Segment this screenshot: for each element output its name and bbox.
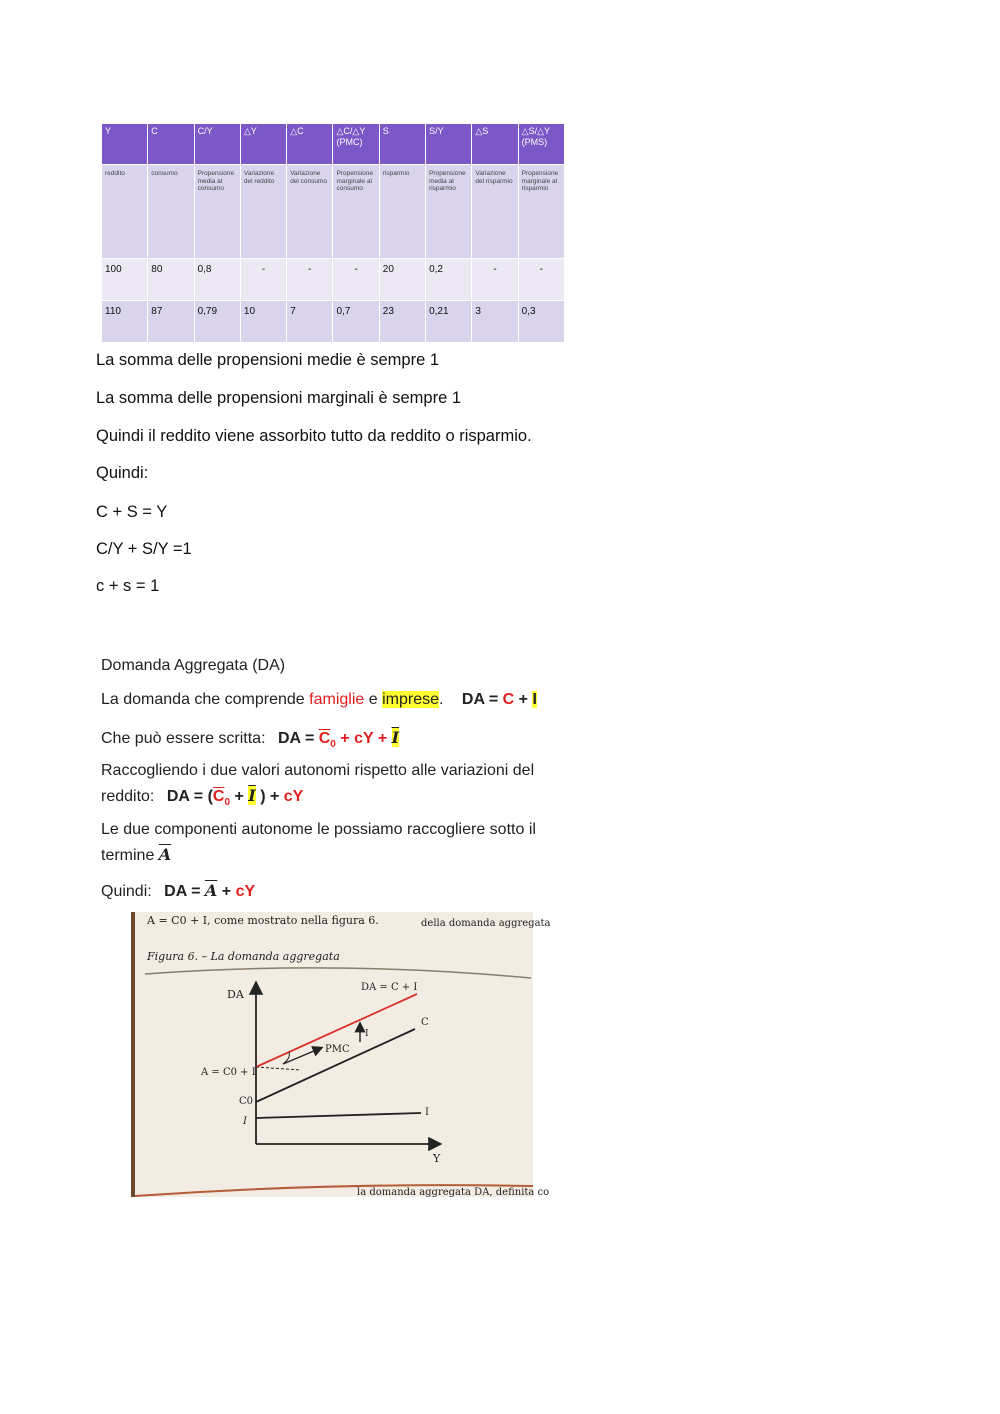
text-line: C/Y + S/Y =1 [96,540,192,558]
table-header-cell: Y [102,124,148,165]
da-text: reddito: [101,788,155,805]
page-divider [145,968,531,978]
table-cell: 110 [102,301,148,343]
table-header-cell: △S/△Y (PMS) [518,124,564,165]
da-line-2 [101,728,399,750]
da-line-6 [101,845,171,865]
figure-caption: Figura 6. – La domanda aggregata [147,950,340,963]
c0-intercept-label: C0 [239,1096,254,1107]
da-text: e [364,691,383,708]
table-description-cell: Variazione del reddito [240,165,286,259]
c-line-label: C [421,1017,429,1028]
a-intercept-label: A = C0 + I [201,1067,256,1078]
textbook-figure [131,912,551,1198]
table-row [102,259,565,301]
da-line-3: Raccogliendo i due valori autonomi rispetto alle variazioni del [101,762,535,779]
pmc-arrow [283,1048,321,1064]
da-formula-ibar: $\overline{I}$ [248,786,256,805]
table-header-cell: S [379,124,425,165]
table-cell: 0,7 [333,301,379,343]
table-description-cell: consumo [148,165,194,259]
propensity-table [101,123,565,343]
da-formula: + [230,788,249,805]
da-text: La domanda che comprende [101,691,310,708]
table-description-cell: Propensione media al consumo [194,165,240,259]
da-a-bar: $\overline{A}$ [204,881,218,900]
da-formula-c: C [502,691,515,708]
da-text: Quindi: [101,883,152,900]
table-header-cell: △Y [240,124,286,165]
da-line-5: Le due componenti autonome le possiamo raccogliere sotto il [101,821,536,838]
da-formula-sub: 0 [224,797,231,809]
table-description-cell: Variazione del consumo [287,165,333,259]
table-cell: 87 [148,301,194,343]
table-cell: 10 [240,301,286,343]
table-cell: 100 [102,259,148,301]
da-line-label: DA = C + I [361,982,418,993]
da-title: Domanda Aggregata (DA) [101,657,286,674]
da-line [256,994,417,1067]
text-line: C + S = Y [96,503,168,521]
da-famiglie: famiglie [309,691,365,708]
i-line-label: I [425,1107,429,1118]
figure-bottom-text: la domanda aggregata DA, definita co [357,1187,550,1198]
da-formula-cy: cY [235,883,256,900]
da-formula-ibar: $\overline{I}$ [391,728,400,747]
table-description-cell: risparmio [379,165,425,259]
y-axis-label: DA [227,988,244,1001]
text-line: Quindi: [96,464,149,482]
text-line: La somma delle propensioni medie è sempre 1 [96,351,440,369]
table-description-cell: Propensione marginale al risparmio [518,165,564,259]
text-line: La somma delle propensioni marginali è sempre 1 [96,389,462,407]
table-description-row [102,165,565,259]
table-cell: - [240,259,286,301]
table-description-cell: Propensione marginale al consumo [333,165,379,259]
c-line [256,1029,415,1102]
da-formula-cy: cY [283,788,304,805]
table-cell: 7 [287,301,333,343]
da-line-7 [101,881,255,901]
da-formula: DA = [277,730,319,747]
da-formula: + [217,883,236,900]
table-cell: - [518,259,564,301]
table-header-cell: C [148,124,194,165]
da-line-4 [101,786,303,808]
text-line: Quindi il reddito viene assorbito tutto da reddito o risparmio. [96,427,532,445]
i-arrow-label: I [365,1029,369,1039]
table-row [102,301,565,343]
table-cell: 80 [148,259,194,301]
table-cell: 23 [379,301,425,343]
figure-top-text: A = C0 + I, come mostrato nella figura 6. [147,914,379,927]
da-formula: + [514,691,533,708]
table-header-row [102,124,565,165]
da-formula: DA = ( [166,788,213,805]
table-cell: 20 [379,259,425,301]
table-cell: 0,21 [426,301,472,343]
x-axis-label: Y [433,1152,441,1165]
da-text: Che può essere scritta: [101,730,266,747]
da-a-bar: $\overline{A}$ [158,845,172,864]
table-cell: 0,3 [518,301,564,343]
table-header-cell: S/Y [426,124,472,165]
table-cell: - [472,259,518,301]
da-formula-sub: 0 [330,739,336,751]
table-cell: 3 [472,301,518,343]
table-header-cell: △S [472,124,518,165]
table-header-cell: C/Y [194,124,240,165]
table-cell: 0,2 [426,259,472,301]
da-formula: ) + [255,788,284,805]
da-imprese: imprese [382,691,439,708]
a-dashed-line [256,1067,301,1070]
da-line-1 [101,691,537,709]
table-cell: - [333,259,379,301]
table-cell: 0,79 [194,301,240,343]
da-formula: DA = [461,691,503,708]
figure-top-right-text: della domanda aggregata [421,918,551,929]
table-description-cell: Propensione media al risparmio [426,165,472,259]
table-description-cell: Variazione del risparmio [472,165,518,259]
table-description-cell: reddito [102,165,148,259]
da-formula: DA = [164,883,205,900]
da-text: termine [101,847,159,864]
pmc-label: PMC [325,1044,350,1055]
text-line: c + s = 1 [96,577,160,595]
da-formula-c0: $\overline{C}$ [318,730,331,747]
table-cell: 0,8 [194,259,240,301]
i-line [256,1113,421,1118]
table-cell: - [287,259,333,301]
da-formula-cy: + cY + [335,730,392,747]
da-formula-i: I [532,691,537,708]
da-formula-c0: $\overline{C}$ [212,788,225,805]
ibar-intercept-label: I [243,1116,247,1127]
table-header-cell: △C [287,124,333,165]
da-text: . [438,691,444,708]
table-header-cell: △C/△Y (PMC) [333,124,379,165]
